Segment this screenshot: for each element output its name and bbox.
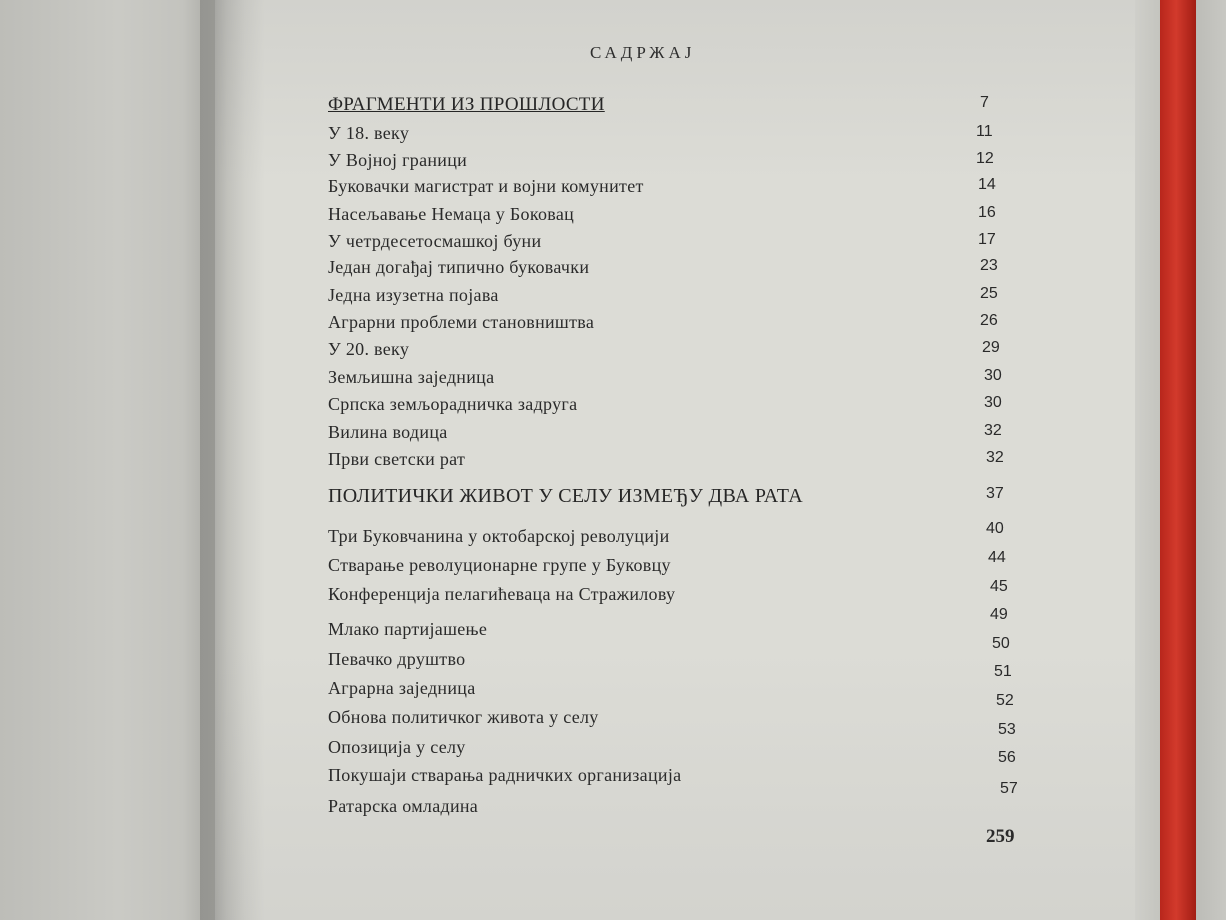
toc-entry <box>0 663 1226 704</box>
toc-entry <box>0 94 1226 120</box>
toc-entry-label: ПОЛИТИЧКИ ЖИВОТ У СЕЛУ ИЗМЕЂУ ДВА РАТА <box>328 485 804 507</box>
toc-entry-page: 44 <box>988 549 1006 566</box>
toc-entry-label: Буковачки магистрат и војни комунитет <box>328 176 644 196</box>
toc-entry-page: 17 <box>978 231 996 248</box>
toc-entry-label: У Војној граници <box>328 150 468 170</box>
toc-entry-label: Стварање револуционарне групе у Буковцу <box>328 555 671 575</box>
toc-heading: САДРЖАЈ <box>590 43 696 62</box>
toc-entry-label: Аграрна заједница <box>328 678 476 698</box>
toc-entry <box>0 606 1226 645</box>
toc-entry-page: 12 <box>976 150 994 167</box>
toc-entry-page: 56 <box>998 749 1016 766</box>
toc-entry <box>0 367 1226 393</box>
toc-entry-page: 37 <box>986 485 1004 502</box>
toc-entry <box>0 578 1226 610</box>
toc-entry-page: 53 <box>998 721 1016 738</box>
toc-entry-page: 14 <box>978 176 996 193</box>
toc-entry-label: Српска земљорадничка задруга <box>328 394 578 414</box>
toc-entry-page: 40 <box>986 520 1004 537</box>
toc-entry-label: У 18. веку <box>328 123 410 143</box>
toc-entry-label: У четрдесетосмашкој буни <box>328 231 542 251</box>
toc-entry-page: 11 <box>976 123 993 140</box>
toc-entry-label: Певачко друштво <box>328 649 466 669</box>
toc-entry <box>0 312 1226 338</box>
toc-entry <box>0 549 1226 581</box>
toc-entry-label: Први светски рат <box>328 449 466 469</box>
toc-entry <box>0 485 1226 511</box>
toc-entry-page: 57 <box>1000 780 1018 797</box>
toc-entry <box>0 692 1226 733</box>
toc-entry-page: 26 <box>980 312 998 329</box>
toc-entry-page: 32 <box>986 449 1004 466</box>
toc-entry <box>0 394 1226 420</box>
toc-entry-page: 30 <box>984 367 1002 384</box>
toc-entry-page: 32 <box>984 422 1002 439</box>
toc-entry <box>0 150 1226 176</box>
toc-entry <box>0 749 1226 791</box>
toc-entry <box>0 635 1226 675</box>
toc-entry-page: 50 <box>992 635 1010 652</box>
toc-entry-label: Конференција пелагићеваца на Стражилову <box>328 584 676 604</box>
toc-entry-page: 16 <box>978 204 996 221</box>
toc-entry-label: ФРАГМЕНТИ ИЗ ПРОШЛОСТИ <box>328 94 605 115</box>
toc-entry-label: Аграрни проблеми становништва <box>328 312 595 332</box>
toc-entry <box>0 176 1226 202</box>
toc-entry <box>0 520 1226 552</box>
toc-entry-label: Обнова политичког живота у селу <box>328 707 599 727</box>
toc-entry-label: Земљишна заједница <box>328 367 495 387</box>
toc-entry-page: 25 <box>980 285 998 302</box>
toc-entry <box>0 721 1226 763</box>
toc-entry-label: Покушаји стварања радничких организација <box>328 765 682 785</box>
toc-entry-label: Насељавање Немаца у Боковац <box>328 204 575 224</box>
toc-entry <box>0 231 1226 257</box>
toc-entry <box>0 339 1226 365</box>
toc-entry-page: 7 <box>980 94 989 111</box>
toc-entry-label: У 20. веку <box>328 339 410 359</box>
toc-entry-page: 49 <box>990 606 1008 623</box>
page-number: 259 <box>986 826 1015 847</box>
toc-entry-label: Вилина водица <box>328 422 448 442</box>
toc-entry <box>0 204 1226 230</box>
toc-entry-label: Ратарска омладина <box>328 796 479 816</box>
toc-entry <box>0 123 1226 149</box>
toc-entry <box>0 285 1226 311</box>
toc-entry <box>0 449 1226 475</box>
toc-entry-page: 52 <box>996 692 1014 709</box>
toc-entry-label: Млако партијашење <box>328 619 488 639</box>
toc-entry-label: Опозиција у селу <box>328 737 466 757</box>
toc-entry <box>0 780 1226 822</box>
toc-entry-label: Једна изузетна појава <box>328 285 499 305</box>
toc-entry <box>0 422 1226 448</box>
toc-entry-page: 30 <box>984 394 1002 411</box>
toc-entry-page: 23 <box>980 257 998 274</box>
toc-entry-page: 29 <box>982 339 1000 356</box>
toc-entry-page: 51 <box>994 663 1012 680</box>
toc-entry-label: Три Буковчанина у октобарској револуцији <box>328 526 670 546</box>
toc-entry-page: 45 <box>990 578 1008 595</box>
toc-entry <box>0 257 1226 283</box>
toc-entry-label: Један догађај типично буковачки <box>328 257 590 277</box>
